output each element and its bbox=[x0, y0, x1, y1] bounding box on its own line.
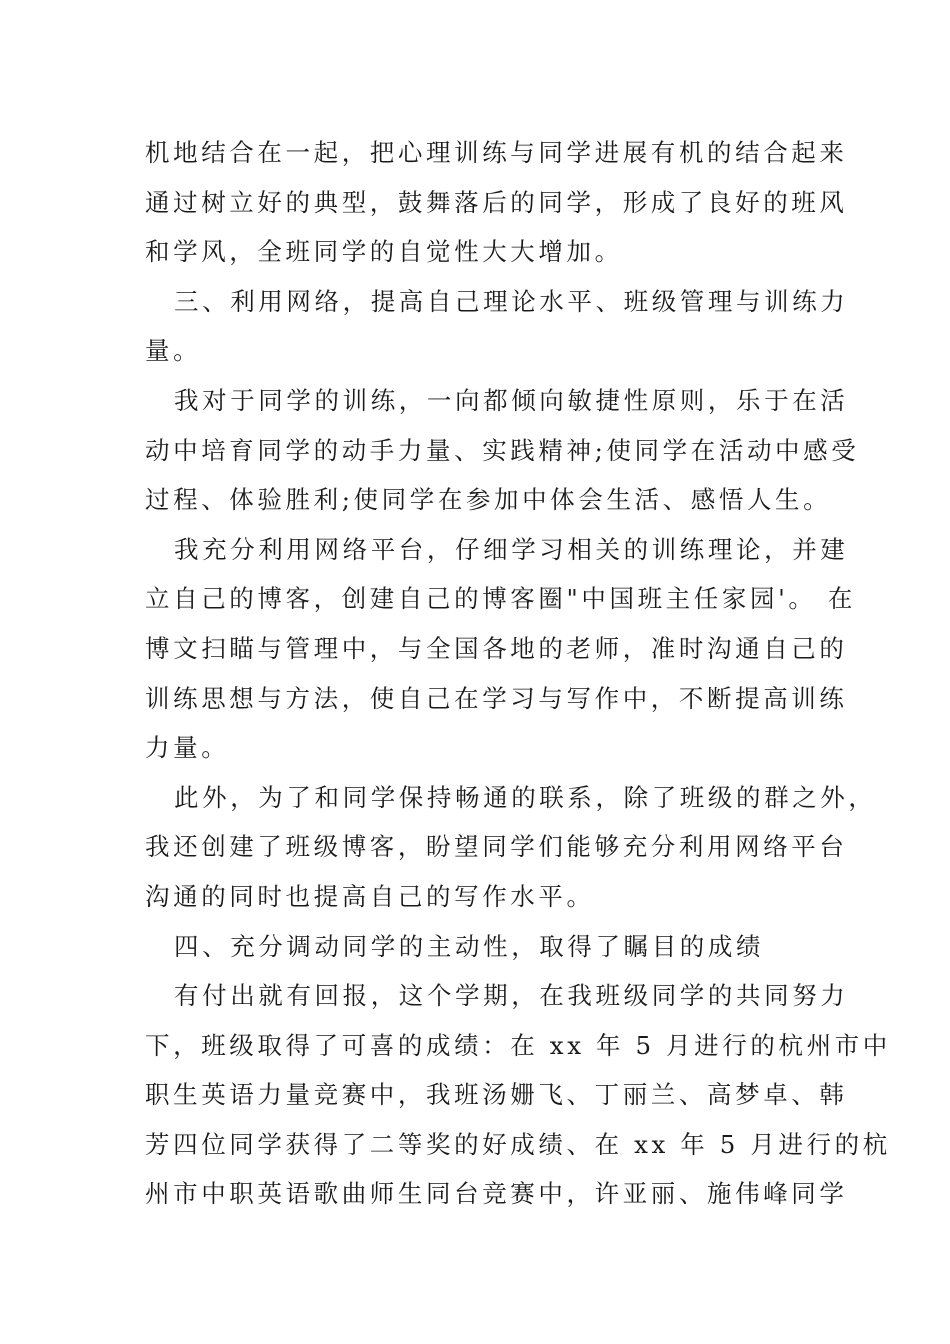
paragraph-line: 此外，为了和同学保持畅通的联系，除了班级的群之外， bbox=[174, 782, 877, 812]
section-heading-3-continued: 量。 bbox=[145, 336, 202, 366]
section-heading-3: 三、利用网络，提高自己理论水平、班级管理与训练力 bbox=[174, 286, 849, 316]
paragraph-line: 沟通的同时也提高自己的写作水平。 bbox=[145, 881, 595, 911]
paragraph-line: 训练思想与方法，使自己在学习与写作中，不断提高训练 bbox=[145, 683, 848, 713]
paragraph-line: 职生英语力量竞赛中，我班汤姗飞、丁丽兰、高梦卓、韩 bbox=[145, 1080, 848, 1110]
paragraph-line: 机地结合在一起，把心理训练与同学进展有机的结合起来 bbox=[145, 138, 848, 167]
paragraph-line: 过程、体验胜利;使同学在参加中体会生活、感悟人生。 bbox=[145, 485, 832, 515]
paragraph-line: 通过树立好的典型，鼓舞落后的同学，形成了良好的班风 bbox=[145, 187, 848, 217]
paragraph-line: 我对于同学的训练，一向都倾向敏捷性原则，乐于在活 bbox=[174, 385, 849, 415]
paragraph-line: 动中培育同学的动手力量、实践精神;使同学在活动中感受 bbox=[145, 435, 860, 465]
paragraph-line: 和学风，全班同学的自觉性大大增加。 bbox=[145, 237, 623, 267]
section-heading-4: 四、充分调动同学的主动性，取得了瞩目的成绩 bbox=[174, 931, 765, 961]
paragraph-line: 我还创建了班级博客，盼望同学们能够充分利用网络平台 bbox=[145, 832, 848, 862]
paragraph-line: 下，班级取得了可喜的成绩：在 xx 年 5 月进行的杭州市中 bbox=[145, 1030, 891, 1060]
paragraph-line: 州市中职英语歌曲师生同台竞赛中，许亚丽、施伟峰同学 bbox=[145, 1179, 848, 1209]
document-body bbox=[145, 128, 891, 1219]
paragraph-line: 我充分利用网络平台，仔细学习相关的训练理论，并建 bbox=[174, 534, 849, 564]
paragraph-line: 力量。 bbox=[145, 733, 230, 763]
paragraph-line: 博文扫瞄与管理中，与全国各地的老师，准时沟通自己的 bbox=[145, 633, 848, 663]
paragraph-line: 有付出就有回报，这个学期，在我班级同学的共同努力 bbox=[174, 981, 849, 1011]
paragraph-line: 立自己的博客，创建自己的博客圈"中国班主任家园'。 在 bbox=[145, 584, 856, 614]
paragraph-line: 芳四位同学获得了二等奖的好成绩、在 xx 年 5 月进行的杭 bbox=[145, 1129, 891, 1159]
